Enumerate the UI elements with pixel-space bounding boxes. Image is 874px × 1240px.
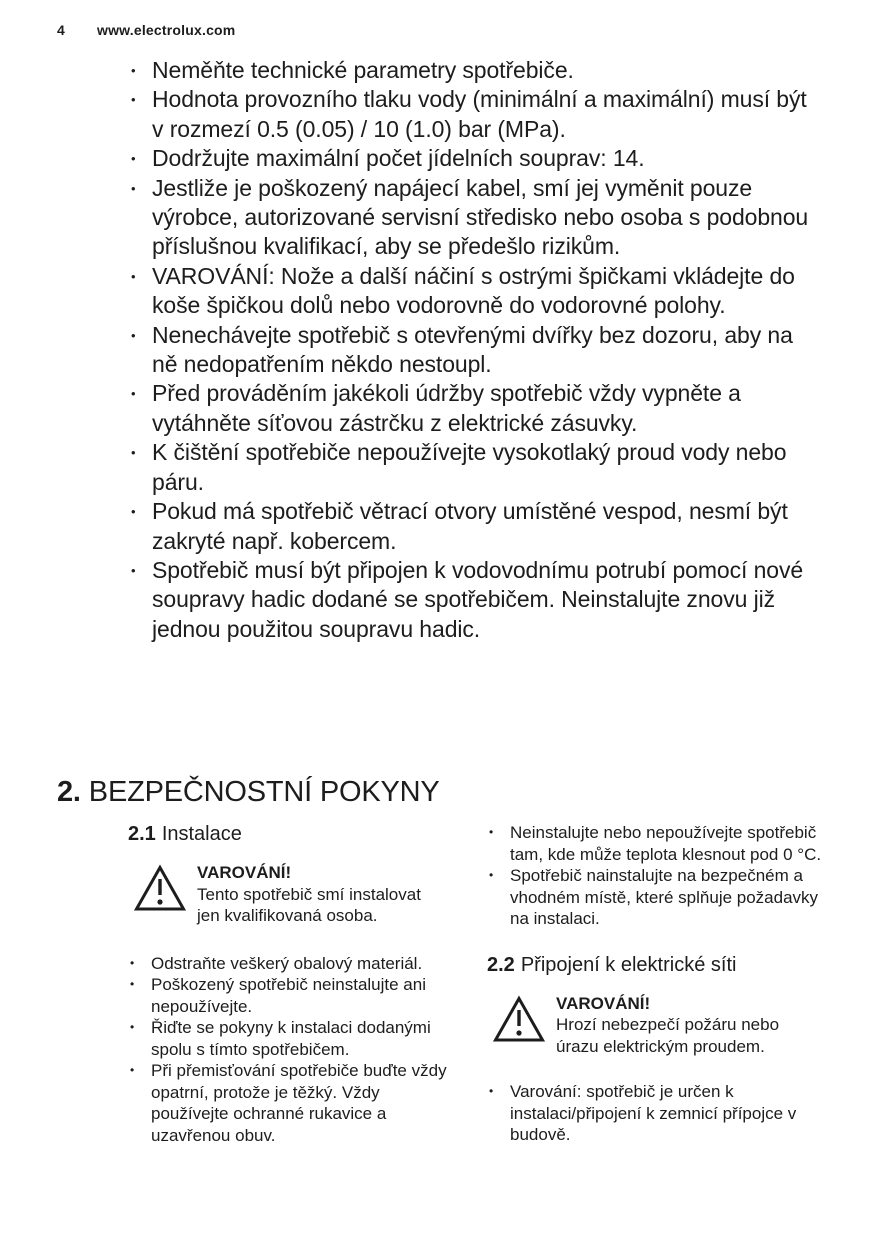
list-item-text: Hodnota provozního tlaku vody (minimální a maximální) musí být v rozmezí 0.5 (0.05) / 10 (1.0) bar (MPa). bbox=[152, 86, 807, 142]
bullet-icon: • bbox=[130, 1063, 135, 1077]
list-item bbox=[130, 497, 822, 556]
list-item bbox=[128, 974, 458, 1017]
website-url: www.electrolux.com bbox=[97, 22, 236, 38]
warning-label: VAROVÁNÍ! bbox=[556, 993, 651, 1013]
subsection-title: Instalace bbox=[161, 823, 242, 845]
bullet-icon: • bbox=[489, 1084, 494, 1098]
list-item-text: Při přemisťování spotřebiče buďte vždy opatrní, protože je těžký. Vždy používejte ochranné rukavice a uzavřenou obuv. bbox=[151, 1061, 447, 1145]
bullet-icon: • bbox=[489, 868, 494, 882]
warning-box-installation bbox=[134, 862, 458, 927]
subsection-number: 2.1 bbox=[128, 823, 156, 845]
warning-text-block bbox=[556, 993, 794, 1058]
list-item-text: K čištění spotřebiče nepoužívejte vysokotlaký proud vody nebo páru. bbox=[152, 439, 787, 495]
list-item bbox=[130, 556, 822, 644]
bullet-icon: • bbox=[489, 825, 494, 839]
bullet-icon: • bbox=[130, 955, 135, 970]
list-item-text: Jestliže je poškozený napájecí kabel, smí jej vyměnit pouze výrobce, autorizované servisní středisko nebo osoba s podobnou příslušnou kvalifikací, aby se předešlo rizikům. bbox=[152, 174, 809, 260]
warning-label: VAROVÁNÍ! bbox=[197, 863, 292, 882]
left-column bbox=[128, 822, 458, 1146]
bullet-icon: • bbox=[130, 977, 135, 991]
list-item-text: Před prováděním jakékoli údržby spotřebič vždy vypněte a vytáhněte síťovou zástrčku z elektrické zásuvky. bbox=[152, 380, 741, 436]
list-item bbox=[130, 379, 822, 438]
list-item bbox=[130, 56, 822, 85]
warning-triangle-icon bbox=[134, 864, 186, 912]
bullet-icon: • bbox=[131, 268, 136, 284]
list-item bbox=[130, 321, 822, 380]
two-column-layout bbox=[128, 822, 822, 1146]
list-item-text: Pokud má spotřebič větrací otvory umístěné vespod, nesmí být zakryté např. kobercem. bbox=[152, 498, 788, 554]
installation-bullet-list bbox=[128, 953, 458, 1147]
warning-box-electrical bbox=[493, 993, 822, 1058]
list-item bbox=[130, 438, 822, 497]
subsection-heading-electrical bbox=[487, 953, 822, 977]
bullet-icon: • bbox=[131, 386, 136, 402]
page-number: 4 bbox=[57, 22, 65, 38]
bullet-icon: • bbox=[131, 151, 136, 167]
warning-triangle-icon bbox=[493, 995, 545, 1043]
list-item-text: Řiďte se pokyny k instalaci dodanými spolu s tímto spotřebičem. bbox=[151, 1018, 431, 1059]
list-item bbox=[487, 1081, 822, 1146]
list-item-text: Odstraňte veškerý obalový materiál. bbox=[151, 953, 423, 973]
list-item-text: Spotřebič nainstalujte na bezpečném a vhodném místě, které splňuje požadavky na instalaci. bbox=[510, 866, 819, 928]
section-heading bbox=[57, 775, 440, 809]
list-item bbox=[130, 262, 822, 321]
subsection-heading-installation bbox=[128, 822, 458, 846]
subsection-number: 2.2 bbox=[487, 953, 515, 976]
list-item bbox=[130, 144, 822, 173]
section-title: BEZPEČNOSTNÍ POKYNY bbox=[88, 776, 440, 808]
subsection-title: Připojení k elektrické síti bbox=[520, 953, 737, 976]
bullet-icon: • bbox=[130, 1020, 135, 1034]
right-column bbox=[487, 822, 822, 1146]
list-item-text: VAROVÁNÍ: Nože a další náčiní s ostrými špičkami vkládejte do koše špičkou dolů nebo vodorovně do vodorovné polohy. bbox=[152, 262, 795, 319]
warning-message: Tento spotřebič smí instalovat jen kvalifikovaná osoba. bbox=[197, 884, 421, 925]
list-item bbox=[128, 953, 458, 975]
safety-instructions-list bbox=[130, 56, 822, 644]
list-item-text: Dodržujte maximální počet jídelních souprav: 14. bbox=[152, 145, 645, 172]
electrical-bullet-list bbox=[487, 1081, 822, 1146]
list-item bbox=[130, 85, 822, 144]
warning-message: Hrozí nebezpečí požáru nebo úrazu elektrickým proudem. bbox=[556, 1015, 780, 1056]
list-item bbox=[128, 1017, 458, 1060]
page-header bbox=[57, 22, 235, 38]
bullet-icon: • bbox=[131, 327, 136, 343]
list-item-text: Nenechávejte spotřebič s otevřenými dvířky bez dozoru, aby na ně nedopatřením někdo nestoupl. bbox=[152, 321, 793, 378]
list-item bbox=[487, 822, 822, 865]
bullet-icon: • bbox=[131, 445, 136, 461]
list-item-text: Varování: spotřebič je určen k instalaci/připojení k zemnicí přípojce v budově. bbox=[510, 1082, 797, 1144]
installation-bullet-list-continued bbox=[487, 822, 822, 930]
list-item bbox=[128, 1060, 458, 1146]
bullet-icon: • bbox=[131, 92, 136, 108]
bullet-icon: • bbox=[131, 504, 136, 520]
list-item bbox=[487, 865, 822, 930]
bullet-icon: • bbox=[131, 180, 136, 196]
bullet-icon: • bbox=[131, 63, 136, 78]
list-item-text: Neinstalujte nebo nepoužívejte spotřebič tam, kde může teplota klesnout pod 0 °C. bbox=[510, 823, 822, 864]
bullet-icon: • bbox=[131, 562, 136, 578]
list-item bbox=[130, 174, 822, 262]
list-item-text: Spotřebič musí být připojen k vodovodnímu potrubí pomocí nové soupravy hadic dodané se spotřebičem. Neinstalujte znovu již jednou použitou soupravu hadic. bbox=[152, 556, 804, 642]
section-number: 2. bbox=[57, 776, 81, 808]
warning-text-block bbox=[197, 862, 435, 927]
list-item-text: Neměňte technické parametry spotřebiče. bbox=[152, 57, 574, 83]
list-item-text: Poškozený spotřebič neinstalujte ani nepoužívejte. bbox=[151, 975, 426, 1016]
